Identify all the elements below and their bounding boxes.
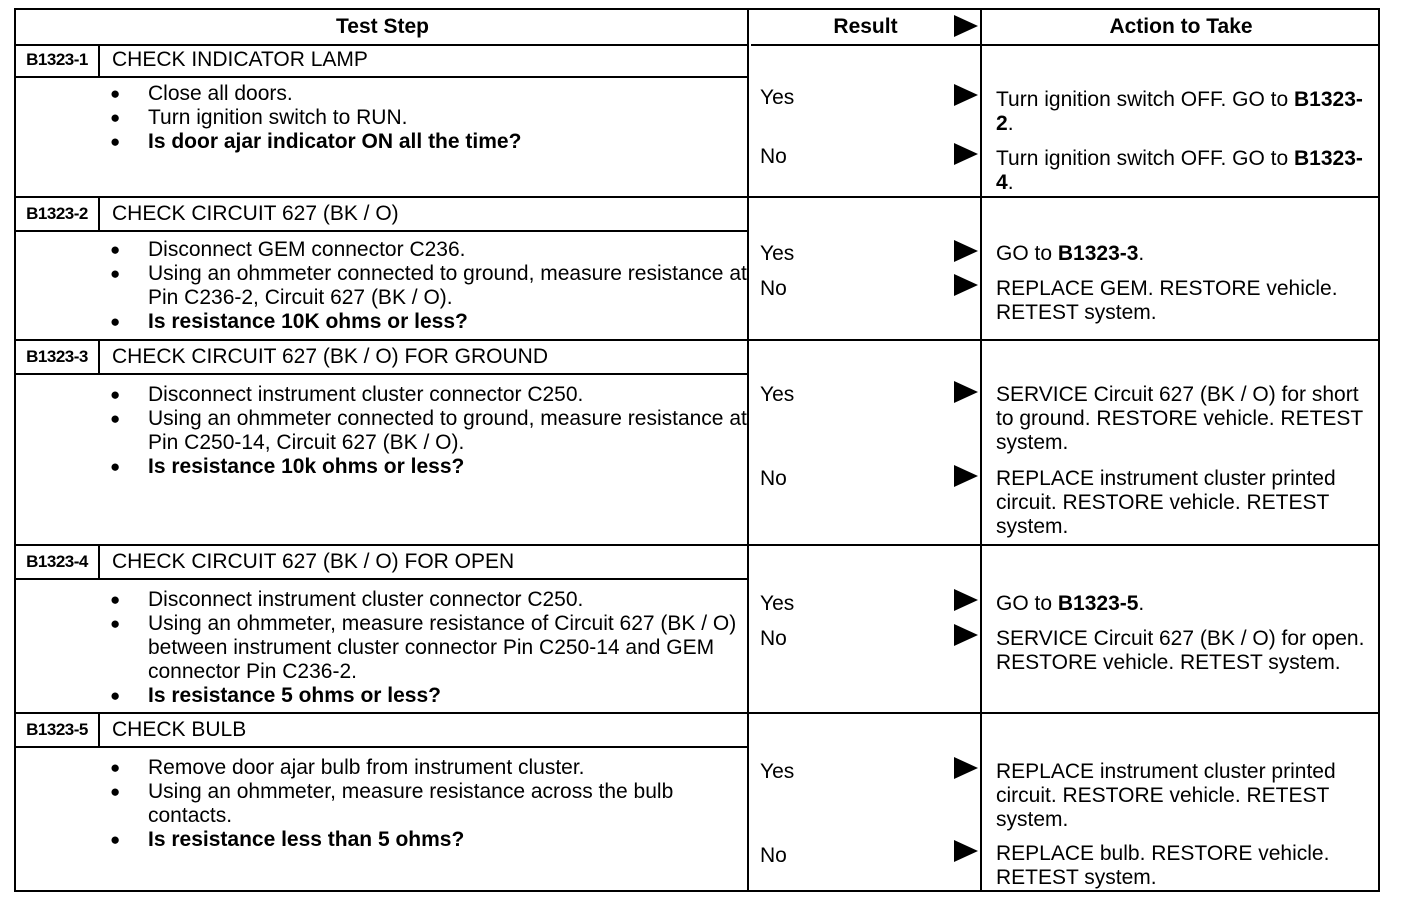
instruction-question: ● Is resistance 10K ohms or less? — [108, 310, 748, 334]
action-text: REPLACE GEM. RESTORE vehicle. RETEST system. — [996, 277, 1338, 324]
result-no: No — [760, 277, 787, 300]
action-text: REPLACE instrument cluster printed circuit. RESTORE vehicle. RETEST system. — [996, 467, 1336, 538]
instruction-question: ● Is resistance 5 ohms or less? — [108, 684, 748, 708]
result-yes: Yes — [760, 242, 795, 265]
instruction-item: ● Disconnect instrument cluster connector C250. — [108, 383, 748, 407]
arrow-icon — [954, 84, 978, 106]
diagnostic-table — [14, 8, 1380, 892]
step-id: B1323-2 — [16, 198, 100, 230]
action-text: SERVICE Circuit 627 (BK / O) for short to ground. RESTORE vehicle. RETEST system. — [996, 383, 1363, 454]
arrow-icon — [954, 757, 978, 779]
step-instructions — [108, 588, 748, 708]
action-text: GO to B1323-5. — [996, 592, 1145, 615]
step-id: B1323-3 — [16, 341, 100, 373]
action-text: Turn ignition switch OFF. GO to B1323-2. — [996, 88, 1363, 135]
result-yes: Yes — [760, 86, 795, 109]
instruction-item: ● Using an ohmmeter, measure resistance across the bulb contacts. — [108, 780, 748, 828]
action-text: Turn ignition switch OFF. GO to B1323-4. — [996, 147, 1363, 194]
arrow-icon — [954, 143, 978, 165]
step-row — [16, 546, 1378, 714]
instruction-item: ● Disconnect GEM connector C236. — [108, 238, 748, 262]
step-header — [16, 198, 749, 232]
result-no: No — [760, 627, 787, 650]
arrow-icon — [954, 589, 978, 611]
result-no: No — [760, 145, 787, 168]
arrow-icon — [954, 840, 978, 862]
arrow-icon — [954, 274, 978, 296]
step-title: CHECK INDICATOR LAMP — [112, 48, 368, 71]
step-title: CHECK BULB — [112, 718, 247, 741]
step-header — [16, 341, 749, 375]
header-action: Action to Take — [982, 10, 1380, 46]
step-id: B1323-1 — [16, 44, 100, 76]
step-header — [16, 714, 749, 748]
step-id: B1323-4 — [16, 546, 100, 578]
instruction-item: ● Using an ohmmeter, measure resistance of Circuit 627 (BK / O) between instrument cluster connector Pin C250-14 and GEM connector Pin C236-2. — [108, 612, 748, 684]
instruction-item: ● Using an ohmmeter connected to ground, measure resistance at Pin C250-14, Circuit 627 (BK / O). — [108, 407, 748, 455]
header-result-label: Result — [833, 15, 898, 38]
instruction-item: ● Disconnect instrument cluster connector C250. — [108, 588, 748, 612]
step-row — [16, 198, 1378, 341]
result-yes: Yes — [760, 592, 795, 615]
arrow-icon — [954, 624, 978, 646]
header-test-step: Test Step — [16, 10, 749, 46]
step-instructions — [108, 82, 748, 154]
step-row — [16, 341, 1378, 546]
action-text: REPLACE instrument cluster printed circuit. RESTORE vehicle. RETEST system. — [996, 760, 1336, 831]
instruction-question: ● Is door ajar indicator ON all the time? — [108, 130, 748, 154]
instruction-item: ● Turn ignition switch to RUN. — [108, 106, 748, 130]
action-text: REPLACE bulb. RESTORE vehicle. RETEST system. — [996, 842, 1330, 889]
arrow-icon — [954, 240, 978, 262]
step-id: B1323-5 — [16, 714, 100, 746]
step-row — [16, 44, 1378, 198]
result-no: No — [760, 467, 787, 490]
arrow-icon — [954, 465, 978, 487]
header-result — [751, 10, 980, 46]
step-row — [16, 714, 1378, 892]
action-text: GO to B1323-3. — [996, 242, 1145, 265]
step-title: CHECK CIRCUIT 627 (BK / O) — [112, 202, 399, 225]
step-title: CHECK CIRCUIT 627 (BK / O) FOR GROUND — [112, 345, 548, 368]
step-header — [16, 546, 749, 580]
instruction-item: ● Close all doors. — [108, 82, 748, 106]
header-arrow-icon — [954, 15, 978, 37]
step-instructions — [108, 238, 748, 334]
result-yes: Yes — [760, 383, 795, 406]
action-text: SERVICE Circuit 627 (BK / O) for open. RESTORE vehicle. RETEST system. — [996, 627, 1365, 674]
result-yes: Yes — [760, 760, 795, 783]
step-title: CHECK CIRCUIT 627 (BK / O) FOR OPEN — [112, 550, 515, 573]
step-instructions — [108, 756, 748, 852]
step-header — [16, 44, 749, 78]
instruction-question: ● Is resistance less than 5 ohms? — [108, 828, 748, 852]
arrow-icon — [954, 381, 978, 403]
result-no: No — [760, 844, 787, 867]
step-instructions — [108, 383, 748, 479]
instruction-question: ● Is resistance 10k ohms or less? — [108, 455, 748, 479]
instruction-item: ● Remove door ajar bulb from instrument cluster. — [108, 756, 748, 780]
instruction-item: ● Using an ohmmeter connected to ground, measure resistance at Pin C236-2, Circuit 627 (BK / O). — [108, 262, 748, 310]
